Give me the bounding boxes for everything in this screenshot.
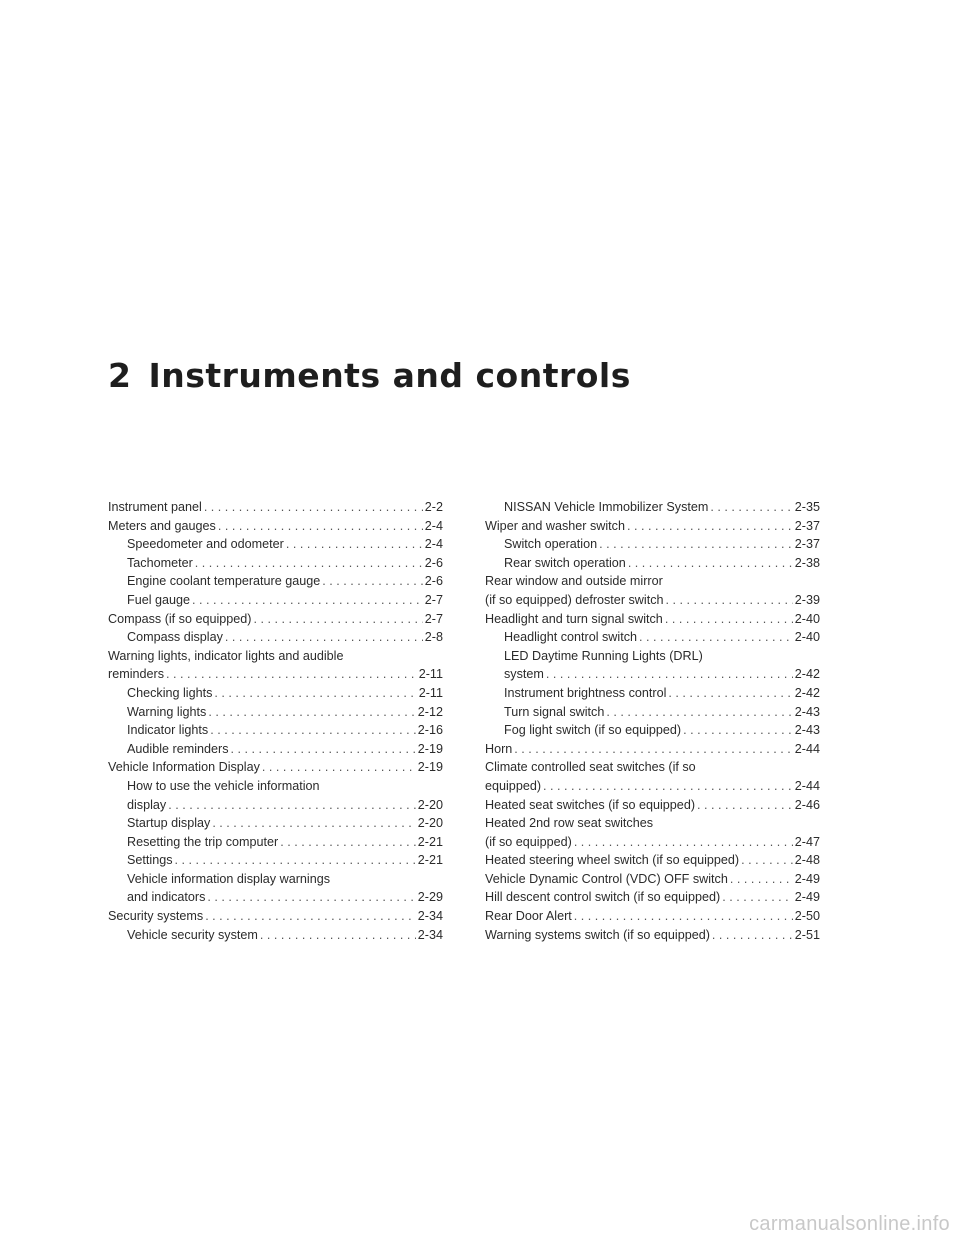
toc-entry-title: Vehicle Information Display bbox=[108, 760, 260, 775]
toc-entry-title: and indicators bbox=[127, 890, 206, 905]
toc-entry[interactable] bbox=[485, 888, 820, 907]
toc-entry-page: 2-4 bbox=[424, 537, 443, 552]
dot-leader bbox=[322, 572, 423, 591]
toc-entry-page: 2-21 bbox=[417, 834, 443, 849]
toc-entry-title: Wiper and washer switch bbox=[485, 518, 625, 533]
dot-leader bbox=[208, 703, 415, 722]
toc-entry[interactable] bbox=[108, 684, 443, 703]
toc-entry-page: 2-7 bbox=[424, 592, 443, 607]
toc-entry-page: 2-42 bbox=[794, 685, 820, 700]
toc-entry-page: 2-11 bbox=[418, 685, 443, 700]
toc-entry-page: 2-29 bbox=[417, 890, 443, 905]
toc-entry-page: 2-35 bbox=[794, 500, 820, 514]
toc-entry-page: 2-44 bbox=[794, 741, 820, 756]
toc-entry-page: 2-37 bbox=[794, 518, 820, 533]
dot-leader bbox=[207, 888, 415, 907]
toc-entry-title: equipped) bbox=[485, 778, 542, 793]
toc-entry-page: 2-4 bbox=[424, 518, 443, 533]
toc-entry-title: Settings bbox=[127, 853, 173, 868]
toc-entry[interactable] bbox=[485, 907, 820, 926]
toc-entry[interactable] bbox=[485, 684, 820, 703]
toc-entry[interactable] bbox=[108, 721, 443, 740]
toc-entry-title: Rear Door Alert bbox=[485, 909, 572, 924]
toc-right-column bbox=[485, 498, 820, 944]
toc-entry[interactable] bbox=[108, 554, 443, 573]
toc-entry[interactable] bbox=[108, 851, 443, 870]
toc-entry[interactable] bbox=[485, 535, 820, 554]
toc-entry-page: 2-6 bbox=[424, 574, 443, 589]
toc-entry[interactable] bbox=[485, 758, 820, 795]
dot-leader bbox=[574, 907, 793, 926]
dot-leader bbox=[254, 610, 423, 629]
toc-entry-page: 2-47 bbox=[794, 834, 820, 849]
toc-entry[interactable] bbox=[108, 907, 443, 926]
dot-leader bbox=[666, 591, 793, 610]
dot-leader bbox=[710, 498, 792, 517]
toc-entry-title: Heated steering wheel switch (if so equipped) bbox=[485, 853, 740, 868]
dot-leader bbox=[606, 703, 792, 722]
toc-entry-title: Instrument panel bbox=[108, 500, 202, 514]
toc-entry-page: 2-44 bbox=[794, 778, 820, 793]
toc-entry-title: Tachometer bbox=[127, 555, 193, 570]
toc-entry[interactable] bbox=[485, 628, 820, 647]
toc-entry[interactable] bbox=[108, 628, 443, 647]
dot-leader bbox=[639, 628, 793, 647]
toc-entry[interactable] bbox=[485, 647, 820, 684]
dot-leader bbox=[231, 740, 416, 759]
toc-entry-page: 2-46 bbox=[794, 797, 820, 812]
toc-entry-page: 2-2 bbox=[424, 500, 443, 514]
toc-entry-page: 2-43 bbox=[794, 723, 820, 738]
toc-entry[interactable] bbox=[108, 833, 443, 852]
toc-entry-title: Speedometer and odometer bbox=[127, 537, 284, 552]
toc-entry-title: Meters and gauges bbox=[108, 518, 216, 533]
dot-leader bbox=[210, 721, 416, 740]
toc-entry-title: Indicator lights bbox=[127, 723, 209, 738]
dot-leader bbox=[192, 591, 423, 610]
dot-leader bbox=[286, 535, 423, 554]
toc-entry-title: display bbox=[127, 797, 167, 812]
toc-entry-title: Checking lights bbox=[127, 685, 213, 700]
toc-entry-title: (if so equipped) defroster switch bbox=[485, 592, 664, 607]
toc-entry[interactable] bbox=[485, 740, 820, 759]
dot-leader bbox=[168, 796, 416, 815]
dot-leader bbox=[175, 851, 416, 870]
dot-leader bbox=[722, 888, 793, 907]
toc-entry[interactable] bbox=[108, 814, 443, 833]
dot-leader bbox=[166, 665, 417, 684]
toc-entry-page: 2-38 bbox=[794, 555, 820, 570]
toc-entry[interactable] bbox=[485, 703, 820, 722]
toc-entry-page: 2-49 bbox=[794, 890, 820, 905]
dot-leader bbox=[225, 628, 423, 647]
toc-entry-page: 2-34 bbox=[417, 909, 443, 924]
toc-entry[interactable] bbox=[485, 610, 820, 629]
dot-leader bbox=[741, 851, 793, 870]
toc-entry-title-line: Vehicle information display warnings bbox=[127, 871, 331, 886]
toc-entry-page: 2-39 bbox=[794, 592, 820, 607]
toc-entry[interactable] bbox=[108, 572, 443, 591]
toc-entry-title: Compass display bbox=[127, 630, 223, 645]
toc-entry[interactable] bbox=[108, 535, 443, 554]
toc-entry[interactable] bbox=[485, 851, 820, 870]
toc-entry-title: Vehicle Dynamic Control (VDC) OFF switch bbox=[485, 871, 728, 886]
toc-entry[interactable] bbox=[108, 758, 443, 777]
toc-entry-title: system bbox=[504, 667, 544, 682]
toc-entry-title: Startup display bbox=[127, 816, 211, 831]
toc-entry[interactable] bbox=[485, 814, 820, 851]
dot-leader bbox=[205, 907, 416, 926]
toc-entry[interactable] bbox=[485, 796, 820, 815]
toc-entry-title: Warning lights bbox=[127, 704, 207, 719]
toc-entry-page: 2-19 bbox=[417, 741, 443, 756]
toc-entry[interactable] bbox=[108, 517, 443, 536]
toc-entry-title: Engine coolant temperature gauge bbox=[127, 574, 321, 589]
toc-entry[interactable] bbox=[108, 498, 443, 517]
toc-entry[interactable] bbox=[108, 870, 443, 907]
toc-entry-page: 2-50 bbox=[794, 909, 820, 924]
toc-entry-page: 2-19 bbox=[417, 760, 443, 775]
dot-leader bbox=[574, 833, 793, 852]
toc-entry[interactable] bbox=[108, 703, 443, 722]
toc-entry-page: 2-43 bbox=[794, 704, 820, 719]
toc-entry-title: Headlight control switch bbox=[504, 630, 637, 645]
toc-entry-title: Turn signal switch bbox=[504, 704, 605, 719]
dot-leader bbox=[212, 814, 415, 833]
toc-entry-page: 2-40 bbox=[794, 630, 820, 645]
toc-entry-title: Horn bbox=[485, 741, 513, 756]
toc-entry-page: 2-40 bbox=[794, 611, 820, 626]
toc-entry-page: 2-11 bbox=[418, 667, 443, 682]
toc-entry-title: Instrument brightness control bbox=[504, 685, 667, 700]
dot-leader bbox=[546, 665, 793, 684]
toc-entry-title: Fog light switch (if so equipped) bbox=[504, 723, 682, 738]
toc-entry[interactable] bbox=[485, 926, 820, 945]
toc-entry-page: 2-49 bbox=[794, 871, 820, 886]
toc-entry-page: 2-12 bbox=[417, 704, 443, 719]
toc-entry-page: 2-48 bbox=[794, 853, 820, 868]
toc-entry[interactable] bbox=[108, 647, 443, 684]
toc-entry[interactable] bbox=[485, 517, 820, 536]
toc-entry-title: Vehicle security system bbox=[127, 927, 258, 942]
watermark: carmanualsonline.info bbox=[749, 1213, 950, 1235]
toc-entry-title-line: LED Daytime Running Lights (DRL) bbox=[504, 648, 703, 663]
toc-entry-title-line: Rear window and outside mirror bbox=[485, 574, 663, 589]
toc-entry-title: (if so equipped) bbox=[485, 834, 572, 849]
toc-entry-title: Warning systems switch (if so equipped) bbox=[485, 927, 710, 942]
toc-entry-page: 2-16 bbox=[417, 723, 443, 738]
toc-entry-title: Switch operation bbox=[504, 537, 598, 552]
toc-entry-title-line: Heated 2nd row seat switches bbox=[485, 816, 654, 831]
toc-entry-title: Fuel gauge bbox=[127, 592, 191, 607]
dot-leader bbox=[543, 777, 793, 796]
dot-leader bbox=[668, 684, 792, 703]
toc-entry[interactable] bbox=[485, 498, 820, 517]
chapter-title-text: Instruments and controls bbox=[148, 356, 631, 395]
dot-leader bbox=[195, 554, 423, 573]
dot-leader bbox=[697, 796, 793, 815]
toc-entry-page: 2-37 bbox=[794, 537, 820, 552]
toc-entry[interactable] bbox=[108, 777, 443, 814]
toc-entry-title: NISSAN Vehicle Immobilizer System bbox=[504, 500, 709, 514]
toc-entry-page: 2-8 bbox=[424, 630, 443, 645]
toc-left-column bbox=[108, 498, 443, 944]
toc-entry[interactable] bbox=[485, 554, 820, 573]
toc-entry-title: Heated seat switches (if so equipped) bbox=[485, 797, 696, 812]
dot-leader bbox=[260, 926, 416, 945]
toc-entry-page: 2-7 bbox=[424, 611, 443, 626]
toc-entry-page: 2-20 bbox=[417, 797, 443, 812]
toc-entry-title-line: Climate controlled seat switches (if so bbox=[485, 760, 696, 775]
dot-leader bbox=[683, 721, 793, 740]
toc-entry-page: 2-20 bbox=[417, 816, 443, 831]
dot-leader bbox=[514, 740, 792, 759]
toc-entry-title: Headlight and turn signal switch bbox=[485, 611, 663, 626]
toc-entry-title: Security systems bbox=[108, 909, 204, 924]
toc-entry[interactable] bbox=[108, 591, 443, 610]
toc-entry[interactable] bbox=[485, 721, 820, 740]
toc-entry-title: Hill descent control switch (if so equipped) bbox=[485, 890, 721, 905]
toc-entry-page: 2-21 bbox=[417, 853, 443, 868]
toc-entry-title-line: How to use the vehicle information bbox=[127, 778, 320, 793]
dot-leader bbox=[214, 684, 416, 703]
dot-leader bbox=[730, 870, 793, 889]
dot-leader bbox=[218, 517, 423, 536]
dot-leader bbox=[280, 833, 416, 852]
chapter-number: 2 bbox=[108, 356, 132, 395]
toc-entry[interactable] bbox=[108, 740, 443, 759]
toc-entry-title-line: Warning lights, indicator lights and audible bbox=[108, 648, 344, 663]
toc-entry-title: Rear switch operation bbox=[504, 555, 626, 570]
chapter-title bbox=[108, 356, 631, 395]
dot-leader bbox=[665, 610, 793, 629]
dot-leader bbox=[599, 535, 793, 554]
toc-entry[interactable] bbox=[485, 572, 820, 609]
toc-entry-page: 2-42 bbox=[794, 667, 820, 682]
toc-entry[interactable] bbox=[108, 926, 443, 945]
toc-entry-page: 2-6 bbox=[424, 555, 443, 570]
toc-entry-title: Compass (if so equipped) bbox=[108, 611, 252, 626]
dot-leader bbox=[204, 498, 423, 517]
dot-leader bbox=[628, 554, 793, 573]
dot-leader bbox=[627, 517, 793, 536]
toc-entry-title: Resetting the trip computer bbox=[127, 834, 279, 849]
dot-leader bbox=[262, 758, 416, 777]
toc-entry[interactable] bbox=[485, 870, 820, 889]
toc-entry-title: reminders bbox=[108, 667, 164, 682]
dot-leader bbox=[712, 926, 793, 945]
toc-entry-page: 2-51 bbox=[794, 927, 820, 942]
toc-entry-page: 2-34 bbox=[417, 927, 443, 942]
toc-entry[interactable] bbox=[108, 610, 443, 629]
toc-entry-title: Audible reminders bbox=[127, 741, 229, 756]
